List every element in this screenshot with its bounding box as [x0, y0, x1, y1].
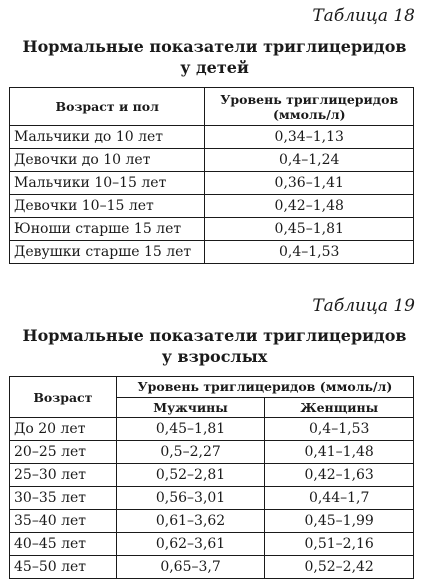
table19-women-cell: 0,42–1,63	[265, 464, 414, 487]
table18-group-cell: Юноши старше 15 лет	[10, 218, 205, 241]
table-row	[10, 487, 414, 510]
table18-range-cell: 0,34–1,13	[205, 126, 414, 149]
table19-age-cell: 30–35 лет	[10, 487, 117, 510]
table18-header-level-line1: Уровень триглицеридов	[220, 91, 399, 107]
table-row	[10, 556, 414, 579]
table-row	[10, 126, 414, 149]
table18-title-line1: Нормальные показатели триглицеридов	[22, 37, 407, 56]
table18-header-age-sex: Возраст и пол	[10, 88, 205, 126]
table19	[9, 376, 414, 579]
table19-men-cell: 0,45–1,81	[116, 418, 265, 441]
table19-women-cell: 0,51–2,16	[265, 533, 414, 556]
table18-header-level-line2: (ммоль/л)	[272, 106, 346, 122]
table19-age-cell: 40–45 лет	[10, 533, 117, 556]
table19-title-line1: Нормальные показатели триглицеридов	[22, 326, 407, 345]
table19-women-cell: 0,4–1,53	[265, 418, 414, 441]
table18-range-cell: 0,4–1,24	[205, 149, 414, 172]
table19-women-cell: 0,44–1,7	[265, 487, 414, 510]
table19-women-cell: 0,41–1,48	[265, 441, 414, 464]
table-row	[10, 172, 414, 195]
table19-header-women: Женщины	[265, 397, 414, 418]
table19-age-cell: 45–50 лет	[10, 556, 117, 579]
table18-range-cell: 0,36–1,41	[205, 172, 414, 195]
table-row	[10, 510, 414, 533]
table19-men-cell: 0,65–3,7	[116, 556, 265, 579]
table19-title-line2: у взрослых	[161, 347, 268, 366]
table18-group-cell: Мальчики 10–15 лет	[10, 172, 205, 195]
table19-women-cell: 0,45–1,99	[265, 510, 414, 533]
table18	[9, 87, 414, 264]
table-row	[10, 195, 414, 218]
table19-header-age: Возраст	[10, 377, 117, 418]
table-row	[10, 241, 414, 264]
table19-men-cell: 0,61–3,62	[116, 510, 265, 533]
table18-range-cell: 0,4–1,53	[205, 241, 414, 264]
table-row	[10, 533, 414, 556]
table19-caption: Таблица 19	[312, 296, 415, 316]
table19-men-cell: 0,52–2,81	[116, 464, 265, 487]
table18-header-row	[10, 88, 414, 126]
table18-group-cell: Мальчики до 10 лет	[10, 126, 205, 149]
table19-header-men: Мужчины	[116, 397, 265, 418]
table18-group-cell: Девочки 10–15 лет	[10, 195, 205, 218]
table18-title-line2: у детей	[180, 58, 249, 77]
table19-men-cell: 0,5–2,27	[116, 441, 265, 464]
table19-header-row	[10, 377, 414, 398]
table-row	[10, 418, 414, 441]
table18-range-cell: 0,42–1,48	[205, 195, 414, 218]
table19-age-cell: 35–40 лет	[10, 510, 117, 533]
table18-header-level	[205, 88, 414, 126]
table19-age-cell: 25–30 лет	[10, 464, 117, 487]
table18-group-cell: Девочки до 10 лет	[10, 149, 205, 172]
table-row	[10, 218, 414, 241]
table-row	[10, 149, 414, 172]
table18-range-cell: 0,45–1,81	[205, 218, 414, 241]
table-row	[10, 441, 414, 464]
table19-age-cell: До 20 лет	[10, 418, 117, 441]
table18-group-cell: Девушки старше 15 лет	[10, 241, 205, 264]
table19-men-cell: 0,62–3,61	[116, 533, 265, 556]
table-row	[10, 464, 414, 487]
table19-men-cell: 0,56–3,01	[116, 487, 265, 510]
table19-women-cell: 0,52–2,42	[265, 556, 414, 579]
table19-age-cell: 20–25 лет	[10, 441, 117, 464]
table18-caption: Таблица 18	[312, 6, 415, 26]
table19-header-level: Уровень триглицеридов (ммоль/л)	[116, 377, 413, 398]
